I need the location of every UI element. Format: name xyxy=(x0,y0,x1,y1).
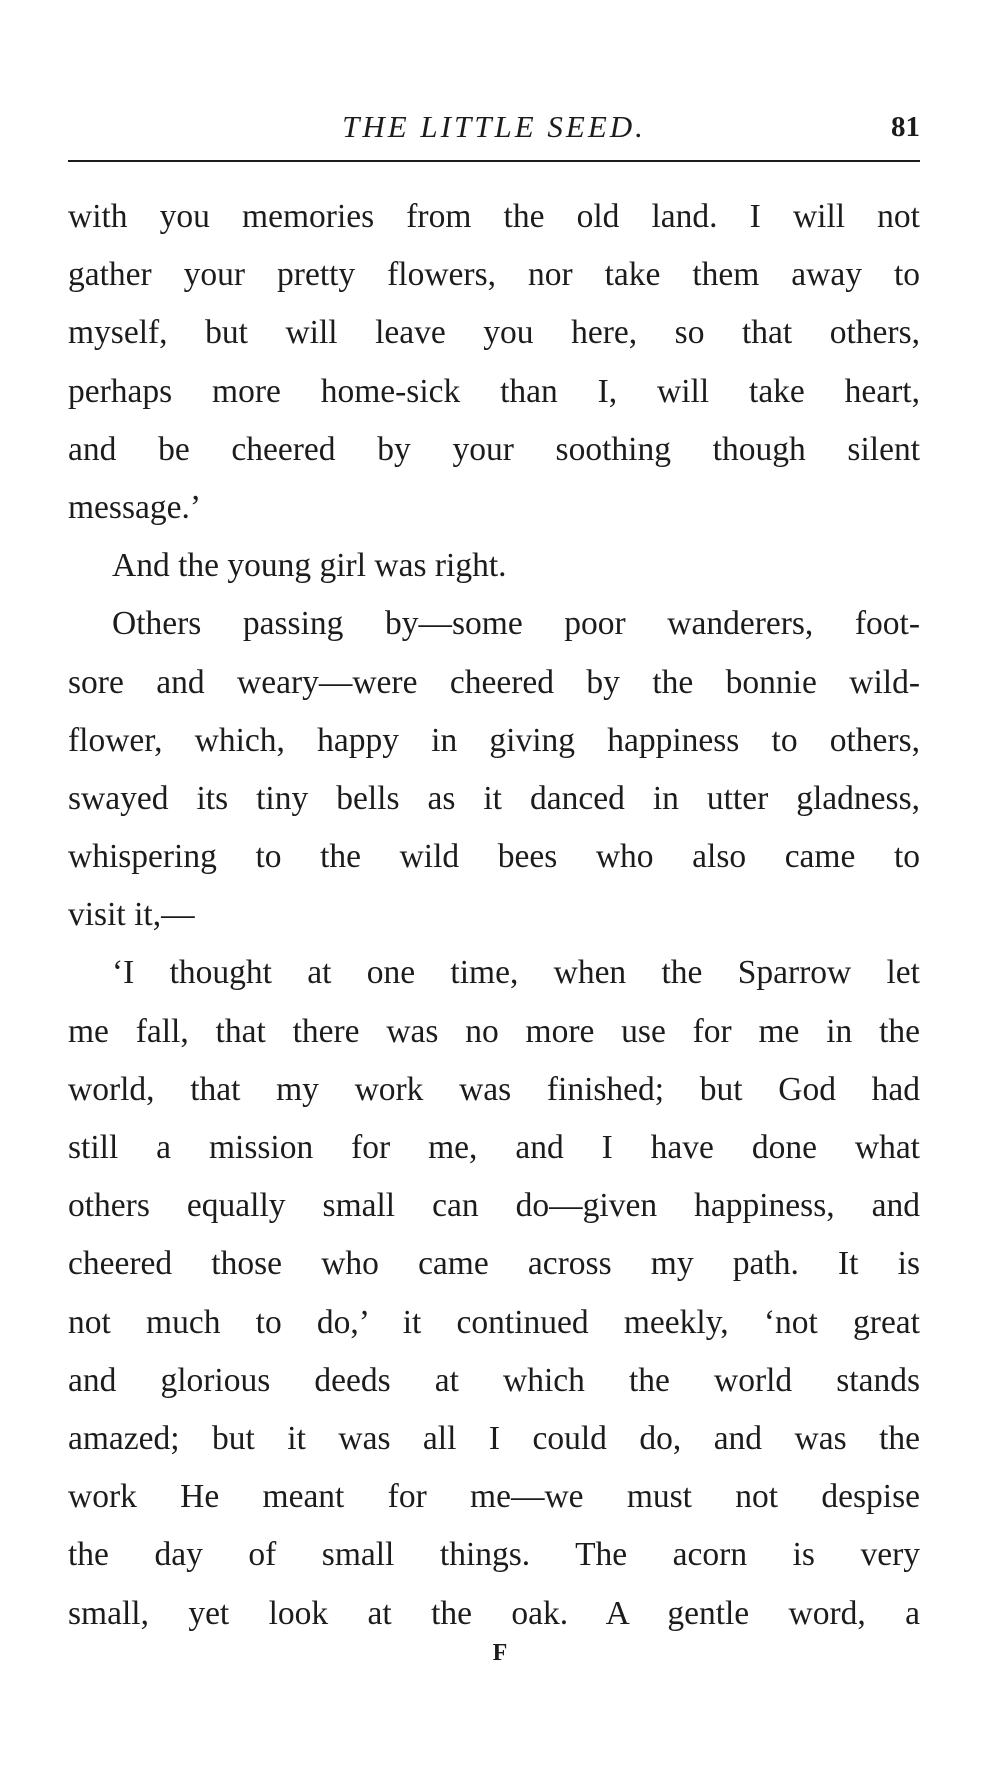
text-line: whispering to the wild bees who also came to xyxy=(68,838,920,876)
text-line: others equally small can do—given happiness, and xyxy=(68,1187,920,1225)
text-line: perhaps more home-sick than I, will take heart, xyxy=(68,372,920,410)
text-line: and be cheered by your soothing though silent xyxy=(68,430,920,468)
running-head xyxy=(68,104,920,150)
text-line: ‘I thought at one time, when the Sparrow let xyxy=(112,954,920,992)
text-line: cheered those who came across my path. It is xyxy=(68,1245,920,1283)
paragraph xyxy=(68,537,920,595)
text-line: not much to do,’ it continued meekly, ‘not great xyxy=(68,1303,920,1341)
page-number: 81 xyxy=(891,111,920,143)
header-rule xyxy=(68,160,920,162)
text-line: And the young girl was right. xyxy=(112,547,507,585)
text-line: me fall, that there was no more use for me in the xyxy=(68,1012,920,1050)
text-line: the day of small things. The acorn is very xyxy=(68,1536,920,1574)
text-line: world, that my work was finished; but God had xyxy=(68,1070,920,1108)
text-line: small, yet look at the oak. A gentle word, a xyxy=(68,1594,920,1632)
text-line: swayed its tiny bells as it danced in utter gladness, xyxy=(68,779,920,817)
text-line: with you memories from the old land. I will not xyxy=(68,198,920,235)
text-line: flower, which, happy in giving happiness to others, xyxy=(68,721,920,759)
text-line: visit it,— xyxy=(68,896,195,934)
text-line: work He meant for me—we must not despise xyxy=(68,1478,920,1516)
running-title: THE LITTLE SEED. xyxy=(342,109,646,144)
text-line: gather your pretty flowers, nor take them away to xyxy=(68,256,920,294)
paragraph xyxy=(68,595,920,944)
text-line: myself, but will leave you here, so that others, xyxy=(68,314,920,352)
text-line: message.’ xyxy=(68,488,202,526)
text-line: amazed; but it was all I could do, and was the xyxy=(68,1419,920,1457)
paragraph xyxy=(68,188,920,537)
text-line: sore and weary—were cheered by the bonnie wild- xyxy=(68,663,920,701)
body-text xyxy=(68,188,920,1643)
paragraph xyxy=(68,944,920,1642)
text-line: Others passing by—some poor wanderers, foot- xyxy=(112,605,920,643)
text-line: and glorious deeds at which the world stands xyxy=(68,1361,920,1399)
signature-mark: F xyxy=(492,1640,508,1666)
text-line: still a mission for me, and I have done what xyxy=(68,1129,920,1166)
